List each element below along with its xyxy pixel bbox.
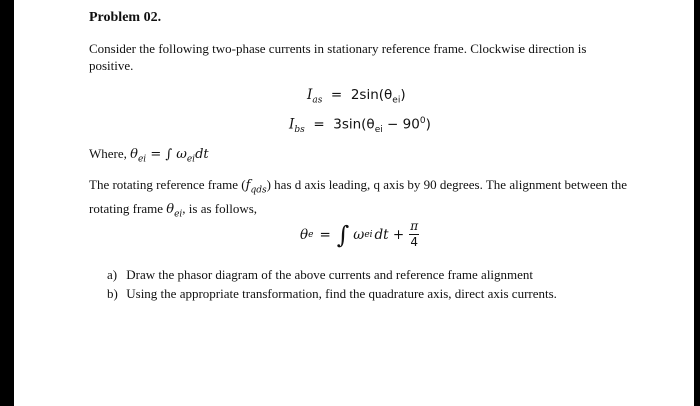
intro-paragraph: Consider the following two-phase currents in stationary reference frame. Clockwise direction is positive. [89,41,587,73]
align-lhs-sub: e [308,229,314,240]
align-equals: = [319,226,331,243]
align-omega: ω [353,226,365,243]
ibs-subscript: bs [294,125,305,136]
ias-symbol: I [307,87,313,103]
equation-ias [307,87,406,106]
ibs-equals: = [309,116,329,133]
where-theta: θ [130,147,138,162]
task-text: Using the appropriate transformation, find the quadrature axis, direct axis currents. [126,286,557,301]
ias-subscript: as [312,95,323,106]
p2-part1: The rotating reference frame ( [89,177,246,192]
ias-rhs-subscript: ei [392,95,401,106]
ibs-superscript: 0 [419,116,426,126]
alignment-equation [300,220,419,249]
p2-theta: θ [166,201,175,217]
where-omega-sub: ei [186,154,196,165]
p2-fqds-sub: qds [250,185,267,196]
align-omega-sub: ei [364,229,373,240]
ias-rhs: 2sin(θ [350,87,393,103]
problem-title: Problem 02. [89,10,162,25]
ibs-tail: − 90 [382,116,420,133]
fraction-denominator: 4 [410,235,419,249]
ibs-rhs: 3sin(θ [333,116,375,133]
left-frame-border [0,0,14,406]
fraction-numerator: π [410,219,419,233]
ibs-symbol: I [289,116,295,133]
rotating-frame-paragraph [89,176,629,223]
where-dt: dt [195,147,209,162]
task-item [107,284,557,303]
task-text: Draw the phasor diagram of the above currents and reference frame alignment [126,267,534,282]
equation-ibs [289,116,431,135]
p2-fqds: f [245,178,251,193]
ibs-close: ) [425,116,431,133]
where-theta-sub: ei [137,154,147,165]
p2-theta-sub: ei [174,209,183,220]
where-definition [89,146,209,165]
task-label: a) [107,267,118,282]
task-label: b) [107,286,118,301]
task-list [107,265,557,303]
task-item [107,265,557,284]
align-lhs: θ [300,226,309,243]
p2-part3: , is as follows, [182,200,258,216]
right-frame-border [694,0,700,406]
p2-part2: ) has d axis leading, q axis by 90 degrees. The alignment between the rotating frame [89,177,628,216]
integral-symbol: ∫ [336,220,350,249]
pi-over-4-fraction [409,220,419,249]
align-dt-plus: dt + [374,226,405,243]
ibs-rhs-subscript: ei [374,125,383,136]
ias-equals: = [326,87,347,103]
where-rhs: = ∫ ω [146,147,187,162]
ias-close: ) [400,87,406,103]
document-page [14,0,694,406]
where-label: Where, [89,146,131,161]
